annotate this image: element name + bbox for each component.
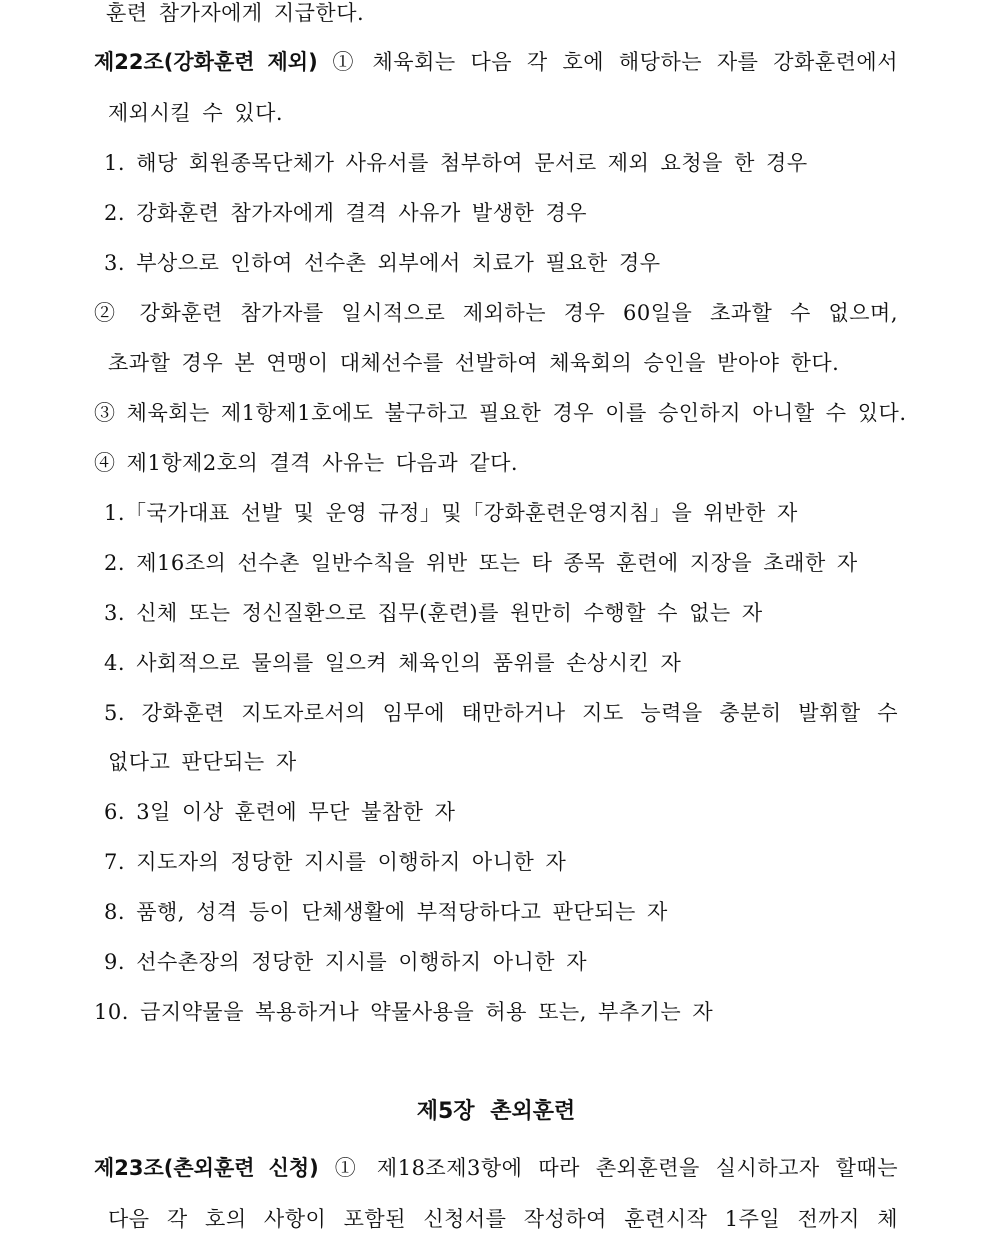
paragraph-line: [94, 448, 518, 478]
list-item: [104, 847, 566, 877]
article-23-heading-line: [94, 1153, 898, 1183]
line-text: 제외시킬 수 있다.: [108, 101, 284, 125]
paragraph-line: [94, 298, 898, 328]
line-text: 다음 각 호의 사항이 포함된 신청서를 작성하여 훈련시작 1주일 전까지 체: [108, 1207, 898, 1231]
text-line: [108, 747, 297, 777]
list-item: [104, 797, 455, 827]
line-text: 4. 사회적으로 물의를 일으켜 체육인의 품위를 손상시킨 자: [104, 651, 682, 675]
line-text: ② 강화훈련 참가자를 일시적으로 제외하는 경우 60일을 초과할 수 없으며,: [94, 301, 898, 325]
list-item: [104, 648, 681, 678]
line-text: 5. 강화훈련 지도자로서의 임무에 태만하거나 지도 능력을 충분히 발휘할 수: [104, 701, 898, 725]
line-text: ④ 제1항제2호의 결격 사유는 다음과 같다.: [94, 451, 519, 475]
line-text: 1.「국가대표 선발 및 운영 규정」및「강화훈련운영지침」을 위반한 자: [104, 501, 798, 525]
article-heading: 제23조(촌외훈련 신청): [94, 1156, 319, 1180]
text-line: [108, 348, 839, 378]
chapter-title: 제5장 촌외훈련: [416, 1099, 576, 1124]
line-text: 8. 품행, 성격 등이 단체생활에 부적당하다고 판단되는 자: [104, 900, 668, 924]
line-text: ③ 체육회는 제1항제1호에도 불구하고 필요한 경우 이를 승인하지 아니할 수 있다.: [94, 401, 907, 425]
line-text: ① 체육회는 다음 각 호에 해당하는 자를 강화훈련에서: [317, 50, 898, 74]
list-item: [104, 248, 661, 278]
line-text: 10. 금지약물을 복용하거나 약물사용을 허용 또는, 부추기는 자: [94, 1000, 714, 1024]
list-item: [104, 148, 808, 178]
line-text: 2. 제16조의 선수촌 일반수칙을 위반 또는 타 종목 훈련에 지장을 초래한 자: [104, 551, 858, 575]
line-text: ① 제18조제3항에 따라 촌외훈련을 실시하고자 할때는: [318, 1156, 898, 1180]
line-text: 6. 3일 이상 훈련에 무단 불참한 자: [104, 800, 456, 824]
list-item: [104, 698, 898, 728]
line-text: 훈련 참가자에게 지급한다.: [106, 1, 365, 25]
text-line: [106, 0, 364, 28]
article-22-heading-line: [94, 47, 898, 77]
line-text: 7. 지도자의 정당한 지시를 이행하지 아니한 자: [104, 850, 567, 874]
line-text: 없다고 판단되는 자: [108, 750, 297, 774]
line-text: 9. 선수촌장의 정당한 지시를 이행하지 아니한 자: [104, 950, 588, 974]
list-item: [104, 198, 587, 228]
paragraph-line: [94, 398, 907, 428]
list-item: [104, 897, 668, 927]
list-item: [104, 548, 858, 578]
text-line: [108, 98, 283, 128]
line-text: 2. 강화훈련 참가자에게 결격 사유가 발생한 경우: [104, 201, 588, 225]
line-text: 1. 해당 회원종목단체가 사유서를 첨부하여 문서로 제외 요청을 한 경우: [104, 151, 808, 175]
list-item: [104, 947, 587, 977]
line-text: 3. 신체 또는 정신질환으로 집무(훈련)를 원만히 수행할 수 없는 자: [104, 601, 763, 625]
article-heading: 제22조(강화훈련 제외): [94, 50, 318, 74]
list-item: [94, 997, 713, 1027]
list-item: [104, 498, 798, 528]
line-text: 3. 부상으로 인하여 선수촌 외부에서 치료가 필요한 경우: [104, 251, 661, 275]
list-item: [104, 598, 763, 628]
text-line: [108, 1204, 898, 1234]
line-text: 초과할 경우 본 연맹이 대체선수를 선발하여 체육회의 승인을 받아야 한다.: [108, 351, 840, 375]
